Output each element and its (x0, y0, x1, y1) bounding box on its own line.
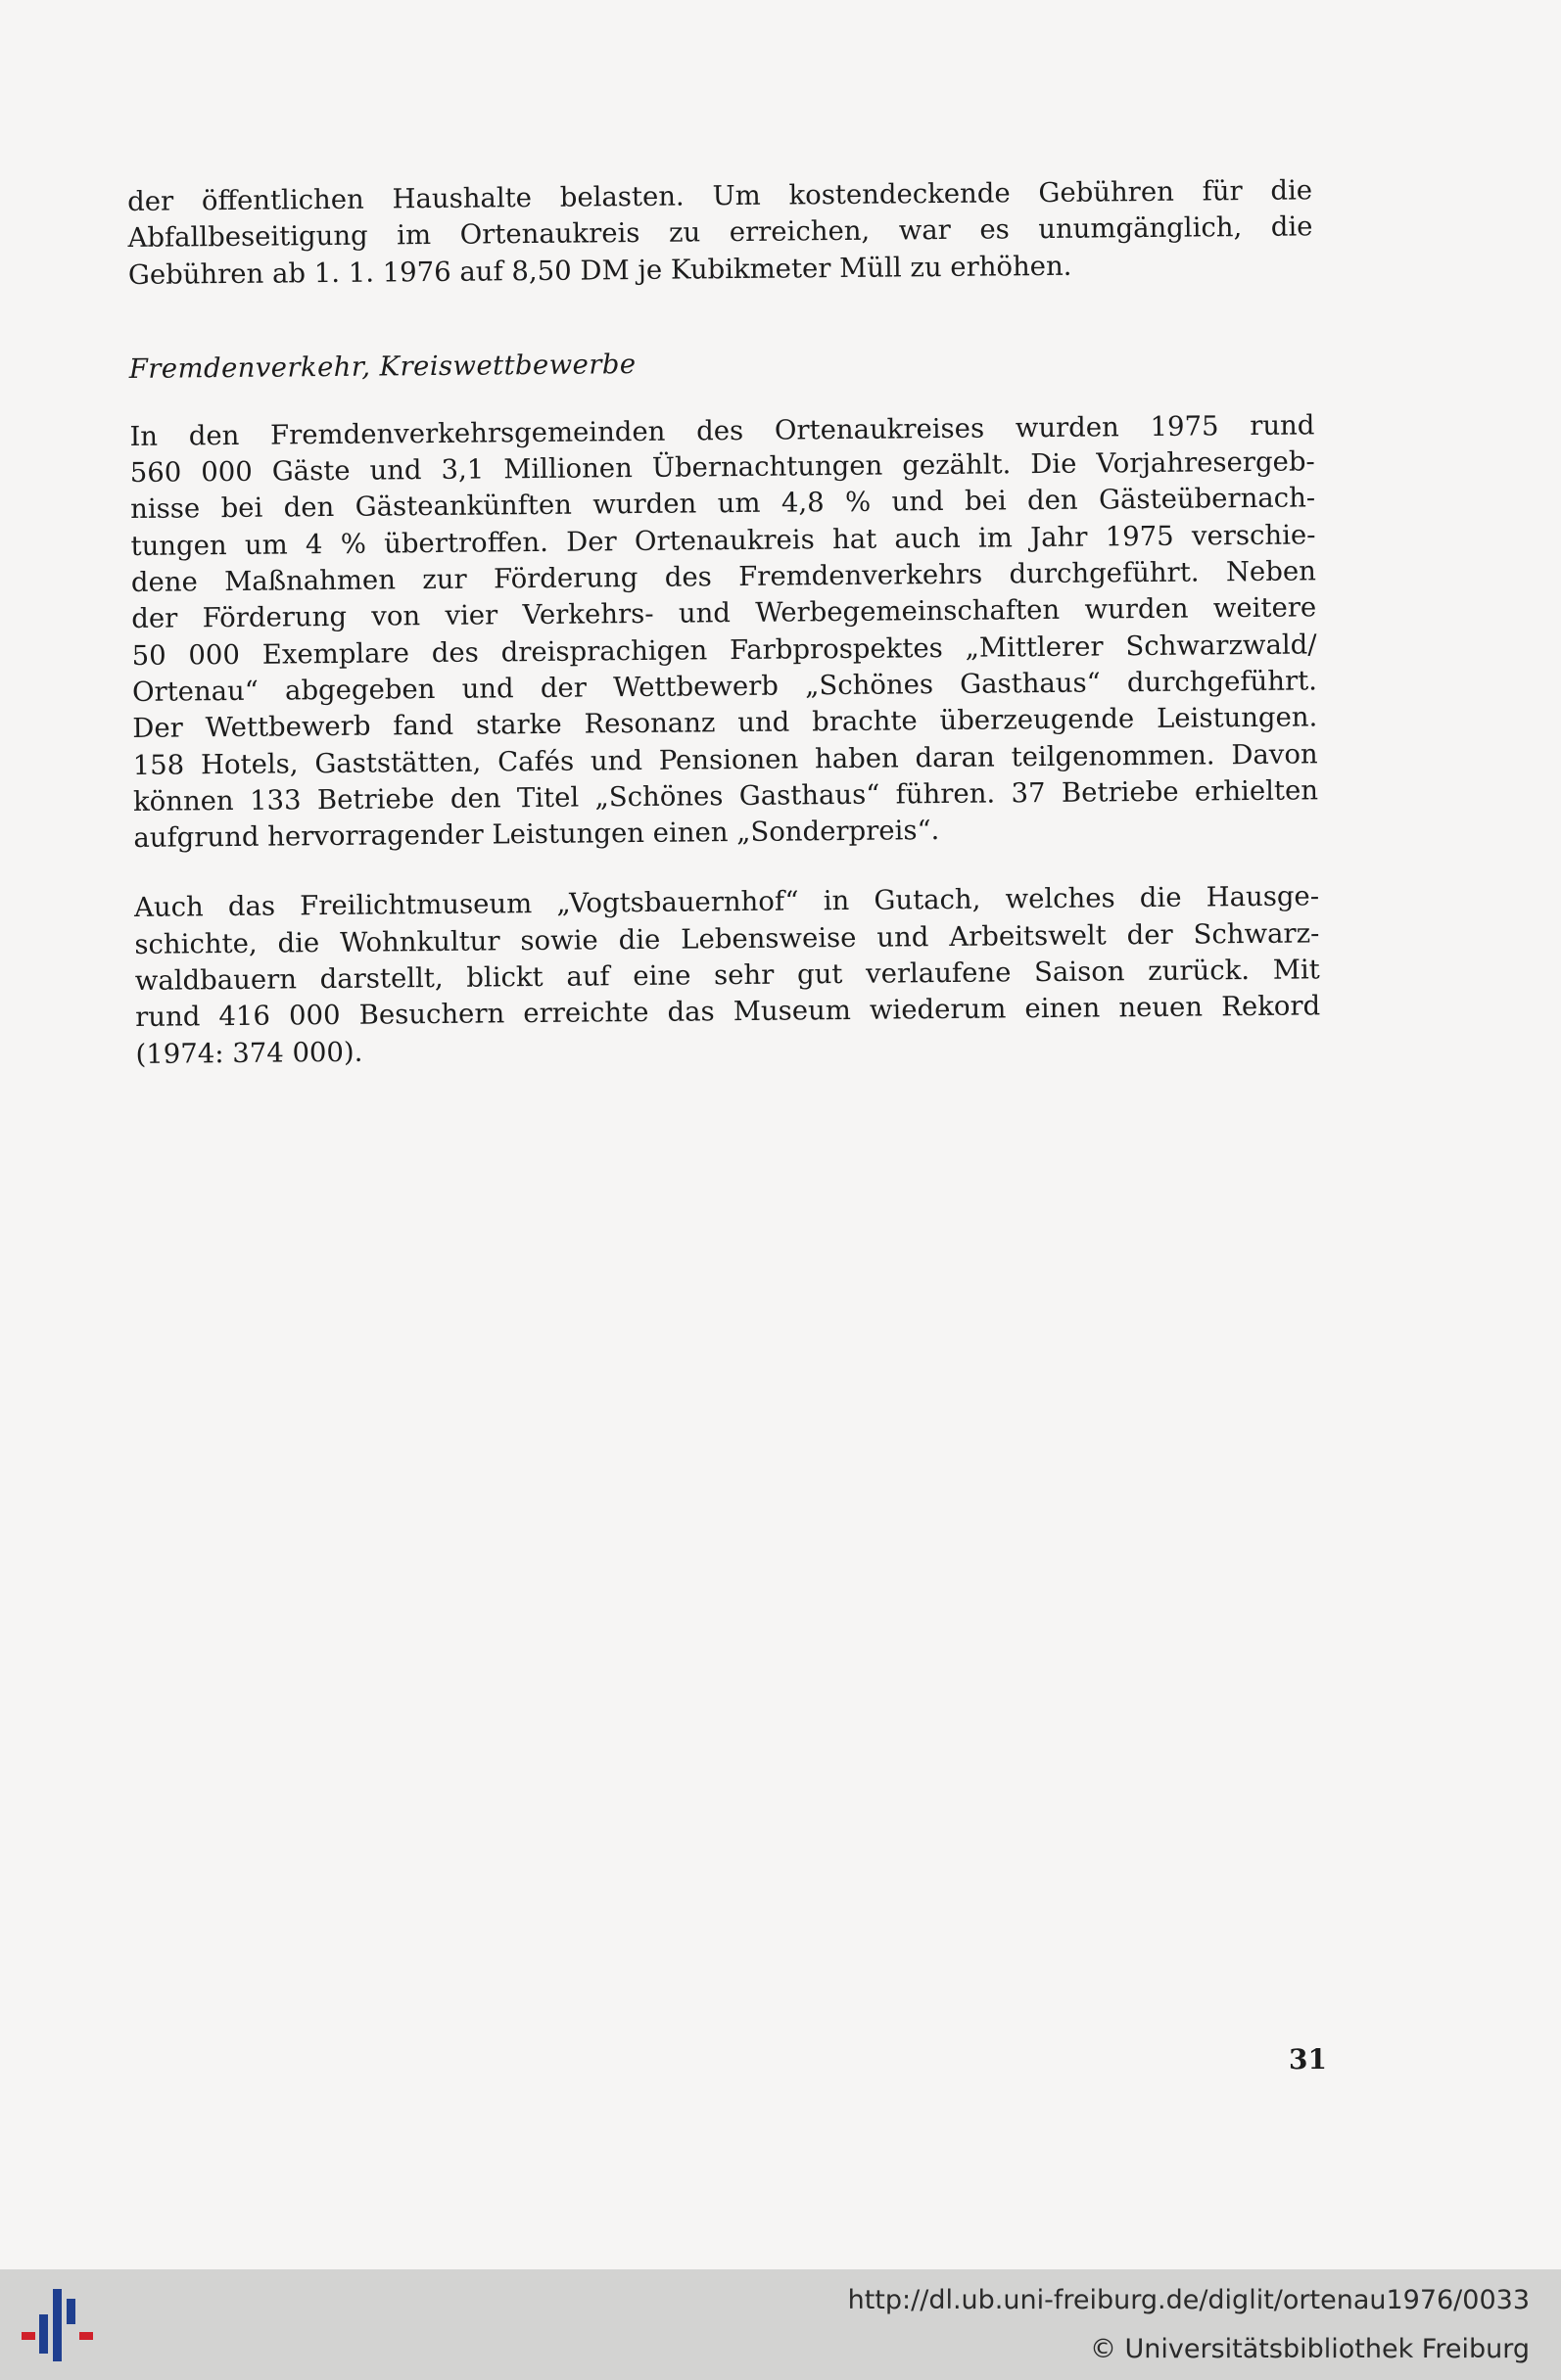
footer-bar (0, 2269, 1561, 2380)
text-line: aufgrund hervorragender Leistungen einen „Sonderpreis“. (133, 815, 940, 855)
text-line: können 133 Betriebe den Titel „Schönes Gasthaus“ führen. 37 Betriebe erhielten (132, 774, 1319, 817)
text-line: tungen um 4 % übertroffen. Der Ortenaukreis hat auch im Jahr 1975 verschie- (130, 519, 1316, 562)
text-line: dene Maßnahmen zur Förderung des Fremdenverkehrs durchgeführt. Neben (130, 555, 1317, 599)
text-line: schichte, die Wohnkultur sowie die Lebensweise und Arbeitswelt der Schwarz- (134, 917, 1320, 960)
text-line: der Förderung von vier Verkehrs- und Werbegemeinschaften wurden weitere (131, 591, 1317, 635)
document-body (127, 172, 1321, 1073)
text-line: Der Wettbewerb fand starke Resonanz und brachte überzeugende Leistungen. (132, 701, 1318, 745)
text-line: 560 000 Gäste und 3,1 Millionen Übernachtungen gezählt. Die Vorjahresergeb- (129, 445, 1315, 490)
footer-copyright: © Universitätsbibliothek Freiburg (1089, 2334, 1530, 2364)
paragraph-waste-fees (127, 172, 1313, 294)
section-heading: Fremdenverkehr, Kreiswettbewerbe (128, 348, 637, 385)
text-line: Gebühren ab 1. 1. 1976 auf 8,50 DM je Kubikmeter Müll zu erhöhen. (127, 250, 1072, 291)
text-line: 158 Hotels, Gaststätten, Cafés und Pensionen haben daran teilgenommen. Davon (132, 737, 1318, 781)
text-line: rund 416 000 Besuchern erreichte das Museum wiederum einen neuen Rekord (135, 990, 1321, 1034)
text-line: 50 000 Exemplare des dreisprachigen Farbprospektes „Mittlerer Schwarzwald/ (131, 629, 1317, 672)
text-line: In den Fremdenverkehrsgemeinden des Ortenaukreises wurden 1975 rund (129, 409, 1315, 452)
footer-url-link[interactable]: http://dl.ub.uni-freiburg.de/diglit/ortenau1976/0033 (847, 2285, 1530, 2315)
ub-freiburg-logo-icon (18, 2281, 102, 2369)
text-line: waldbauern darstellt, blickt auf eine sehr gut verlaufene Saison zurück. Mit (134, 954, 1320, 998)
text-line: der öffentlichen Haushalte belasten. Um kostendeckende Gebühren für die (127, 174, 1313, 217)
text-line: Ortenau“ abgegeben und der Wettbewerb „Schönes Gasthaus“ durchgeführt. (131, 665, 1318, 708)
text-line: nisse bei den Gästeankünften wurden um 4,8 % und bei den Gästeübernach- (130, 482, 1316, 526)
paragraph-tourism (129, 407, 1318, 857)
page-number: 31 (1289, 2043, 1327, 2076)
text-line: Abfallbeseitigung im Ortenaukreis zu erreichen, war es unumgänglich, die (127, 210, 1313, 255)
paragraph-open-air-museum (134, 879, 1321, 1073)
text-line: Auch das Freilichtmuseum „Vogtsbauernhof“ in Gutach, welches die Hausge- (133, 880, 1320, 924)
text-line: (1974: 374 000). (135, 1036, 363, 1070)
